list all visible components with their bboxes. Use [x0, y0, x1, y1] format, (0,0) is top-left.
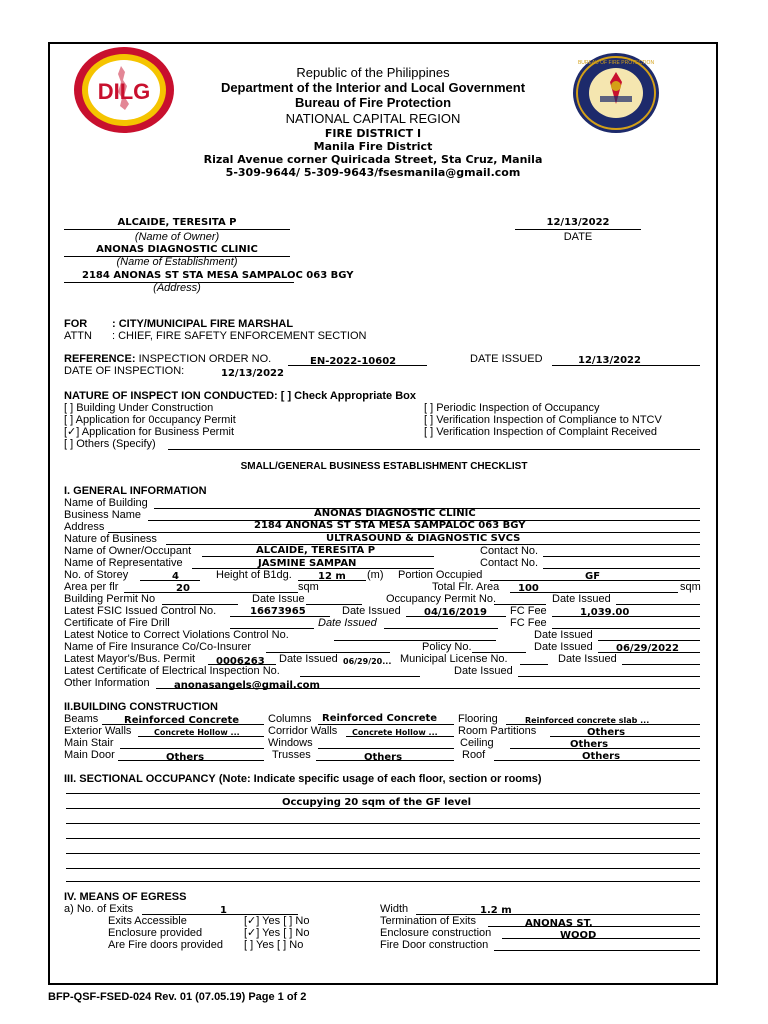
inspection-order-number: EN-2022-10602	[310, 356, 397, 367]
owner-name-label: (Name of Owner)	[134, 231, 220, 243]
construction-title: II.BUILDING CONSTRUCTION	[64, 701, 218, 713]
other-info-value: anonasangels@gmail.com	[174, 680, 320, 691]
owner-name-value: ALCAIDE, TERESITA P	[117, 217, 237, 228]
mayor-permit-label: Latest Mayor's/Bus. Permit	[64, 653, 196, 665]
establishment-name-label: (Name of Establishment)	[116, 256, 238, 268]
dilg-logo-text: DILG	[97, 79, 151, 104]
termination-value: ANONAS ST.	[525, 918, 593, 929]
ext-walls-label: Exterior Walls	[64, 725, 132, 737]
establishment-address-label: (Address)	[153, 282, 201, 294]
district-heading: FIRE DISTRICT I	[324, 127, 422, 140]
general-title: I. GENERAL INFORMATION	[64, 485, 207, 497]
establishment-address-value: 2184 ANONAS ST STA MESA SAMPALOC 063 BGY	[82, 270, 354, 281]
sectional-value: Occupying 20 sqm of the GF level	[282, 797, 472, 808]
owner-occupant-label: Name of Owner/Occupant	[64, 545, 192, 557]
address-value: 2184 ANONAS ST STA MESA SAMPALOC 063 BGY	[254, 520, 526, 531]
sectional-title: III. SECTIONAL OCCUPANCY (Note: Indicate specific usage of each floor, section or rooms)	[64, 773, 542, 785]
area-label: Area per flr	[64, 581, 119, 593]
occupancy-permit-label: Occupancy Permit No.	[386, 593, 497, 605]
enclosure-label: Enclosure provided	[108, 927, 203, 939]
area-value: 20	[176, 583, 190, 594]
footer-form-code: BFP-QSF-FSED-024 Rev. 01 (07.05.19) Page 1 of 2	[48, 991, 307, 1003]
policy-date-value: 06/29/2022	[616, 643, 679, 654]
height-label: Height of B1dg.	[216, 569, 292, 581]
contact-label-1: Contact No.	[480, 545, 539, 557]
owner-occupant-value: ALCAIDE, TERESITA P	[256, 545, 376, 556]
policy-date-issued-label: Date Issued	[534, 641, 593, 653]
address-label: Address	[64, 521, 105, 533]
insurer-label: Name of Fire Insurance Co/Co-Insurer	[64, 641, 252, 653]
fire-doors-check[interactable]: [ ] Yes [ ] No	[244, 939, 304, 951]
for-value: : CITY/MUNICIPAL FIRE MARSHAL	[112, 318, 294, 330]
office-contact: 5-309-9644/ 5-309-9643/fsesmanila@gmail.com	[225, 166, 521, 179]
ext-walls-value: Concrete Hollow ...	[154, 728, 240, 737]
nature-right-1[interactable]: [ ] Verification Inspection of Compliance to NTCV	[424, 414, 662, 426]
fsic-value: 16673965	[250, 606, 306, 617]
portion-value: GF	[585, 571, 601, 582]
establishment-name-value: ANONAS DIAGNOSTIC CLINIC	[96, 244, 258, 255]
attn-label: ATTN	[64, 330, 92, 342]
fc-fee-label: FC Fee	[510, 605, 547, 617]
width-value: 1.2 m	[480, 905, 512, 916]
portion-label: Portion Occupied	[398, 569, 483, 581]
name-of-building-label: Name of Building	[64, 497, 148, 509]
other-info-label: Other Information	[64, 677, 150, 689]
roof-label: Roof	[462, 749, 486, 761]
contact-label-2: Contact No.	[480, 557, 539, 569]
business-name-value: ANONAS DIAGNOSTIC CLINIC	[314, 508, 476, 519]
representative-label: Name of Representative	[64, 557, 183, 569]
nature-business-label: Nature of Business	[64, 533, 157, 545]
columns-label: Columns	[268, 713, 312, 725]
date-issued-value: 12/13/2022	[578, 355, 641, 366]
height-unit: (m)	[367, 569, 384, 581]
fire-doors-label: Are Fire doors provided	[108, 939, 223, 951]
mayor-date-value: 06/29/20...	[343, 657, 392, 666]
roof-value: Others	[582, 751, 621, 762]
width-label: Width	[380, 903, 409, 915]
dilg-logo	[73, 46, 175, 134]
date-inspection-value: 12/13/2022	[221, 368, 284, 379]
republic-heading: Republic of the Philippines	[296, 65, 450, 80]
mayor-date-issued-label: Date Issued	[279, 653, 338, 665]
reference-label: REFERENCE: INSPECTION ORDER NO.	[64, 353, 272, 365]
beams-label: Beams	[64, 713, 99, 725]
policy-label: Policy No.	[422, 641, 472, 653]
stair-label: Main Stair	[64, 737, 114, 749]
electrical-label: Latest Certificate of Electrical Inspection No.	[64, 665, 280, 677]
office-heading: Manila Fire District	[313, 140, 433, 153]
municipal-license-label: Municipal License No.	[400, 653, 508, 665]
partitions-value: Others	[587, 727, 626, 738]
representative-value: JASMINE SAMPAN	[258, 558, 357, 569]
electrical-date-issued-label: Date Issued	[454, 665, 513, 677]
ceiling-label: Ceiling	[460, 737, 494, 749]
trusses-label: Trusses	[272, 749, 311, 761]
ntcv-label: Latest Notice to Correct Violations Control No.	[64, 629, 289, 641]
corridor-value: Concrete Hollow ...	[352, 728, 438, 737]
nature-left-1[interactable]: [ ] Application for 0ccupancy Permit	[64, 414, 236, 426]
fc-fee-value: 1,039.00	[580, 607, 630, 618]
office-address: Rizal Avenue corner Quiricada Street, Sta Cruz, Manila	[203, 153, 543, 166]
fc-fee-label-2: FC Fee	[510, 617, 547, 629]
for-label: FOR	[64, 318, 88, 330]
bfp-seal-text: BUREAU OF FIRE PROTECTION	[577, 60, 655, 66]
date-label: DATE	[563, 231, 593, 243]
columns-value: Reinforced Concrete	[322, 713, 438, 724]
fire-door-construction-label: Fire Door construction	[380, 939, 489, 951]
door-label: Main Door	[64, 749, 115, 761]
total-area-value: 100	[518, 583, 539, 594]
bureau-heading: Bureau of Fire Protection	[294, 95, 452, 110]
nature-right-0[interactable]: [ ] Periodic Inspection of Occupancy	[424, 402, 600, 414]
nature-left-3[interactable]: [ ] Others (Specify)	[64, 438, 156, 450]
date-value: 12/13/2022	[546, 217, 610, 228]
ntcv-date-issued-label: Date Issued	[534, 629, 593, 641]
egress-title: IV. MEANS OF EGRESS	[64, 891, 187, 903]
enclosure-check[interactable]: [✓] Yes [ ] No	[244, 927, 310, 939]
fsic-date-issued-label: Date Issued	[342, 605, 401, 617]
total-area-sqm: sqm	[680, 581, 701, 593]
business-name-label: Business Name	[64, 509, 142, 521]
windows-label: Windows	[268, 737, 313, 749]
total-area-label: Total Flr. Area	[432, 581, 500, 593]
storey-value: 4	[172, 571, 179, 582]
flooring-value: Reinforced concrete slab ...	[525, 716, 650, 725]
trusses-value: Others	[364, 752, 403, 763]
exits-accessible-check[interactable]: [✓] Yes [ ] No	[244, 915, 310, 927]
op-date-issued-label: Date Issued	[552, 593, 611, 605]
storey-label: No. of Storey	[64, 569, 129, 581]
ceiling-value: Others	[570, 739, 609, 750]
nature-title: NATURE OF INSPECT ION CONDUCTED: [ ] Check Appropriate Box	[64, 390, 417, 402]
fsic-label: Latest FSIC Issued Control No.	[64, 605, 217, 617]
date-inspection-label: DATE OF INSPECTION:	[64, 365, 185, 377]
nature-left-0[interactable]: [ ] Building Under Construction	[64, 402, 214, 414]
fire-drill-date-label: Date Issued	[318, 617, 377, 629]
date-issued-label: DATE ISSUED	[470, 353, 543, 365]
area-sqm: sqm	[298, 581, 319, 593]
enclosure-construction-value: WOOD	[560, 930, 597, 941]
nature-left-2[interactable]: [✓] Application for Business Permit	[64, 426, 235, 438]
fsic-date-value: 04/16/2019	[424, 607, 487, 618]
exits-label: a) No. of Exits	[64, 903, 134, 915]
partitions-label: Room Partitions	[458, 725, 537, 737]
bp-date-issue-label: Date Issue	[252, 593, 305, 605]
height-value: 12 m	[318, 571, 346, 582]
termination-label: Termination of Exits	[380, 915, 476, 927]
mayor-permit-value: 0006263	[216, 656, 265, 667]
building-permit-label: Building Permit No	[64, 593, 156, 605]
department-heading: Department of the Interior and Local Government	[220, 80, 526, 95]
checklist-title: SMALL/GENERAL BUSINESS ESTABLISHMENT CHECKLIST	[240, 461, 528, 472]
exits-accessible-label: Exits Accessible	[108, 915, 187, 927]
fire-drill-label: Certificate of Fire Drill	[64, 617, 170, 629]
enclosure-construction-label: Enclosure construction	[380, 927, 492, 939]
corridor-label: Corridor Walls	[268, 725, 338, 737]
nature-right-2[interactable]: [ ] Verification Inspection of Complaint Received	[424, 426, 657, 438]
exits-value: 1	[220, 905, 227, 916]
door-value: Others	[166, 752, 205, 763]
beams-value: Reinforced Concrete	[124, 715, 240, 726]
nature-business-value: ULTRASOUND & DIAGNOSTIC SVCS	[326, 533, 521, 544]
attn-value: : CHIEF, FIRE SAFETY ENFORCEMENT SECTION	[112, 330, 367, 342]
bfp-seal	[572, 52, 660, 134]
municipal-date-issued-label: Date Issued	[558, 653, 617, 665]
region-heading: NATIONAL CAPITAL REGION	[285, 111, 461, 126]
flooring-label: Flooring	[458, 713, 498, 725]
